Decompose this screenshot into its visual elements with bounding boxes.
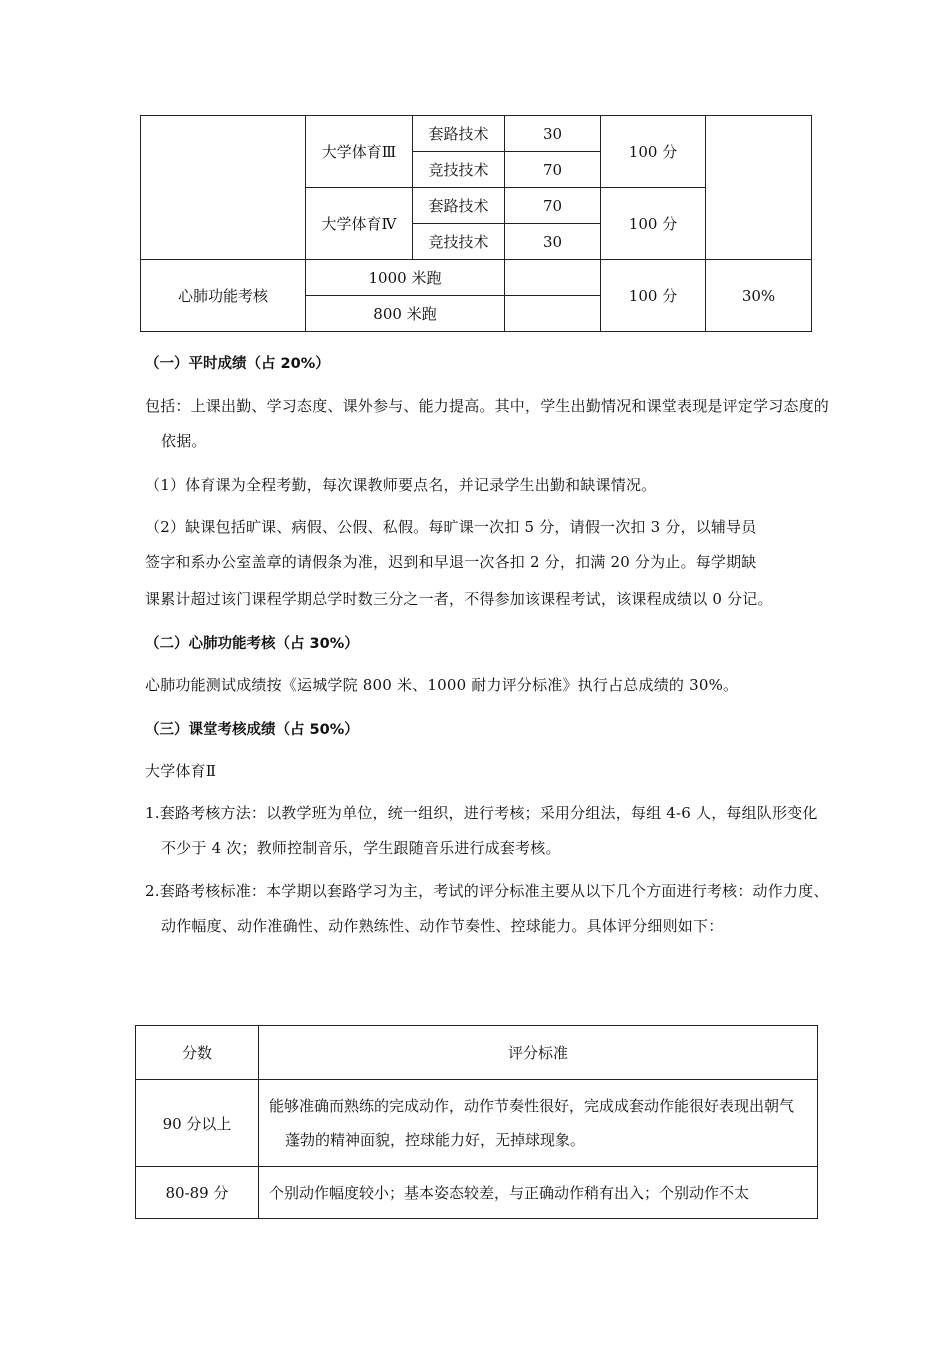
section-heading: （三）课堂考核成绩（占 50%）: [145, 722, 359, 738]
total-score: 100 分: [601, 188, 706, 260]
row-criteria: 个别动作幅度较小；基本姿态较差，与正确动作稍有出入；个别动作不太: [259, 1167, 818, 1219]
item-name: 套路技术: [413, 116, 505, 152]
run-item: 800 米跑: [306, 296, 505, 332]
run-value-empty: [505, 260, 601, 296]
scoring-criteria-table: [135, 1025, 818, 1219]
cardio-label: 心肺功能考核: [141, 260, 306, 332]
course-name: 大学体育Ⅲ: [306, 116, 413, 188]
paragraph-line: （2）缺课包括旷课、病假、公假、私假。每旷课一次扣 5 分，请假一次扣 3 分，以辅导员: [145, 518, 757, 536]
paragraph-line: 签字和系办公室盖章的请假条为准，迟到和早退一次各扣 2 分，扣满 20 分为止。每学期缺: [145, 553, 757, 571]
section-heading: （二）心肺功能考核（占 30%）: [145, 636, 359, 652]
item-value: 30: [505, 224, 601, 260]
paragraph-line: 课累计超过该门课程学期总学时数三分之一者，不得参加该课程考试，该课程成绩以 0 分记。: [145, 590, 773, 608]
item-value: 30: [505, 116, 601, 152]
item-name: 套路技术: [413, 188, 505, 224]
list-item: 1.套路考核方法：以教学班为单位，统一组织，进行考核；采用分组法，每组 4-6 人，每组队形变化不少于 4 次；教师控制音乐，学生跟随音乐进行成套考核。: [145, 804, 818, 857]
row-score: 90 分以上: [136, 1080, 259, 1167]
course-name: 大学体育Ⅳ: [306, 188, 413, 260]
paragraph: （1）体育课为全程考勤，每次课教师要点名，并记录学生出勤和缺课情况。: [145, 476, 657, 494]
total-score: 100 分: [601, 116, 706, 188]
header-criteria: 评分标准: [259, 1026, 818, 1080]
item-name: 竞技技术: [413, 152, 505, 188]
cardio-score: 100 分: [601, 260, 706, 332]
item-name: 竞技技术: [413, 224, 505, 260]
paragraph: 包括：上课出勤、学习态度、课外参与、能力提高。其中，学生出勤情况和课堂表现是评定学习态度的依据。: [145, 397, 830, 450]
row-score: 80-89 分: [136, 1167, 259, 1219]
list-item: 2.套路考核标准：本学期以套路学习为主，考试的评分标准主要从以下几个方面进行考核：动作力度、动作幅度、动作准确性、动作熟练性、动作节奏性、控球能力。具体评分细则如下：: [145, 882, 829, 935]
assessment-table: [140, 115, 812, 332]
paragraph: 心肺功能测试成绩按《运城学院 800 米、1000 耐力评分标准》执行占总成绩的 30%。: [145, 676, 739, 694]
item-value: 70: [505, 188, 601, 224]
item-value: 70: [505, 152, 601, 188]
category-cell-empty: [141, 116, 306, 260]
row-criteria: 能够准确而熟练的完成动作，动作节奏性很好，完成成套动作能很好表现出朝气蓬勃的精神面貌，控球能力好，无掉球现象。: [269, 1097, 795, 1149]
weight-cell-empty: [706, 116, 812, 260]
course-title: 大学体育Ⅱ: [145, 762, 217, 780]
section-heading: （一）平时成绩（占 20%）: [145, 356, 330, 372]
cardio-weight: 30%: [706, 260, 812, 332]
run-value-empty: [505, 296, 601, 332]
run-item: 1000 米跑: [306, 260, 505, 296]
header-score: 分数: [136, 1026, 259, 1080]
